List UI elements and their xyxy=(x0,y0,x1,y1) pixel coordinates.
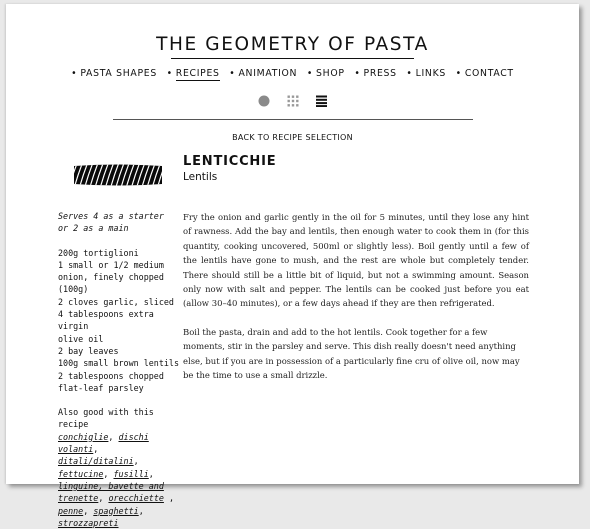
also-good-links xyxy=(58,431,180,529)
nav-bullet: • xyxy=(455,68,462,79)
ingredient-line: 100g small brown lentils xyxy=(58,358,180,369)
link-separator: , xyxy=(133,456,139,467)
nav-item-label: SHOP xyxy=(316,68,345,79)
nav-item-label: PASTA SHAPES xyxy=(80,68,157,79)
site-title[interactable]: THE GEOMETRY OF PASTA xyxy=(156,34,429,55)
ingredient-line: 2 tablespoons chopped xyxy=(58,370,164,381)
link-separator: , xyxy=(103,468,114,479)
method-paragraph: Fry the onion and garlic gently in the oil for 5 minutes, until they lose any hint of rawness. Add the bay and lentils, then enough water to cook them in (for this quantity, cooking uncovered, 500ml or slightly less). Boil gently until a few of the lentils have gone to mush, and the rest are whole but completely tender. There should still be a little bit of liquid, but not a swimming amount. Season only now with salt and pepper. The lentils can be cooked just before you eat (allow 30–40 minutes), or a few days ahead if they are then refrigerated. xyxy=(183,212,529,309)
nav-bullet: • xyxy=(166,68,173,79)
nav-item-shop[interactable] xyxy=(307,68,345,79)
view-toggle xyxy=(6,91,579,107)
nav-item-recipes[interactable] xyxy=(167,68,220,79)
nav-item-label: PRESS xyxy=(363,68,397,79)
link-separator: , xyxy=(93,444,99,455)
serves-line: Serves 4 as a starter xyxy=(58,211,164,221)
circle-view-icon[interactable] xyxy=(258,92,270,111)
tortiglioni-icon xyxy=(68,160,168,194)
nav-item-contact[interactable] xyxy=(456,68,514,79)
nav-item-pasta-shapes[interactable] xyxy=(71,68,157,79)
serves-line: or 2 as a main xyxy=(58,223,129,234)
link-separator: , xyxy=(98,493,109,504)
also-good-link-spaghetti[interactable]: spaghetti xyxy=(93,505,139,516)
ingredient-line: onion, finely chopped xyxy=(58,272,164,283)
also-good-link-orecchiette[interactable]: orecchiette xyxy=(108,493,164,504)
main-nav xyxy=(6,68,579,79)
recipe-subtitle: Lentils xyxy=(183,171,218,183)
recipe-title: LENTICCHIE xyxy=(183,154,277,169)
nav-item-label: CONTACT xyxy=(464,68,514,79)
nav-item-press[interactable] xyxy=(354,68,396,79)
ingredient-line: 1 small or 1/2 medium xyxy=(58,259,164,270)
header-divider xyxy=(113,119,473,120)
also-good-link-ditali[interactable]: ditali/ditalini xyxy=(58,456,134,467)
page xyxy=(6,4,579,528)
recipe-sidebar xyxy=(58,210,180,529)
serves-info xyxy=(58,210,180,235)
also-good-link-linguine[interactable]: linguine, bavette and trenette xyxy=(58,480,164,504)
link-separator: , xyxy=(108,431,119,442)
recipe-method xyxy=(183,210,529,396)
ingredient-line: olive oil xyxy=(58,333,104,344)
ingredient-line: 2 cloves garlic, sliced xyxy=(58,296,174,307)
also-good-link-fusilli[interactable]: fusilli xyxy=(113,468,149,479)
link-separator: , xyxy=(148,468,154,479)
ingredients-list xyxy=(58,247,180,395)
link-separator: , xyxy=(138,505,144,516)
nav-item-label: ANIMATION xyxy=(238,68,298,79)
nav-bullet: • xyxy=(406,68,413,79)
nav-bullet: • xyxy=(306,68,314,79)
link-separator: , xyxy=(163,493,174,504)
ingredient-line: flat-leaf parsley xyxy=(58,382,144,393)
nav-item-label: LINKS xyxy=(415,68,446,79)
nav-bullet: • xyxy=(354,68,361,79)
nav-bullet: • xyxy=(229,68,236,79)
grid-view-icon[interactable] xyxy=(287,92,299,111)
list-view-icon[interactable] xyxy=(316,92,327,111)
ingredient-line: 200g tortiglioni xyxy=(58,247,139,258)
also-good-link-penne[interactable]: penne xyxy=(58,505,84,516)
ingredient-line: 2 bay leaves xyxy=(58,345,119,356)
ingredient-line: (100g) xyxy=(58,284,89,295)
nav-item-label: RECIPES xyxy=(175,68,220,79)
nav-item-links[interactable] xyxy=(406,68,446,79)
also-good-link-fettucine[interactable]: fettucine xyxy=(58,468,104,479)
also-good-link-strozzapreti[interactable]: strozzapreti xyxy=(58,517,119,528)
nav-item-animation[interactable] xyxy=(229,68,297,79)
also-good-link-dischi-volanti[interactable]: dischi volanti xyxy=(58,431,149,455)
also-good-heading: Also good with this recipe xyxy=(58,407,154,430)
ingredient-line: 4 tablespoons extra virgin xyxy=(58,309,154,332)
back-to-recipe-selection-link[interactable]: BACK TO RECIPE SELECTION xyxy=(232,133,353,142)
title-underline xyxy=(171,58,414,59)
nav-bullet: • xyxy=(71,68,78,79)
also-good-link-conchiglie[interactable]: conchiglie xyxy=(58,431,109,442)
method-paragraph: Boil the pasta, drain and add to the hot lentils. Cook together for a few moments, stir in the parsley and serve. This dish really doesn't need anything else, but if you are in possession of a particularly fine cru of olive oil, now may be the time to use a small drizzle. xyxy=(183,326,520,381)
link-separator: , xyxy=(83,505,94,516)
